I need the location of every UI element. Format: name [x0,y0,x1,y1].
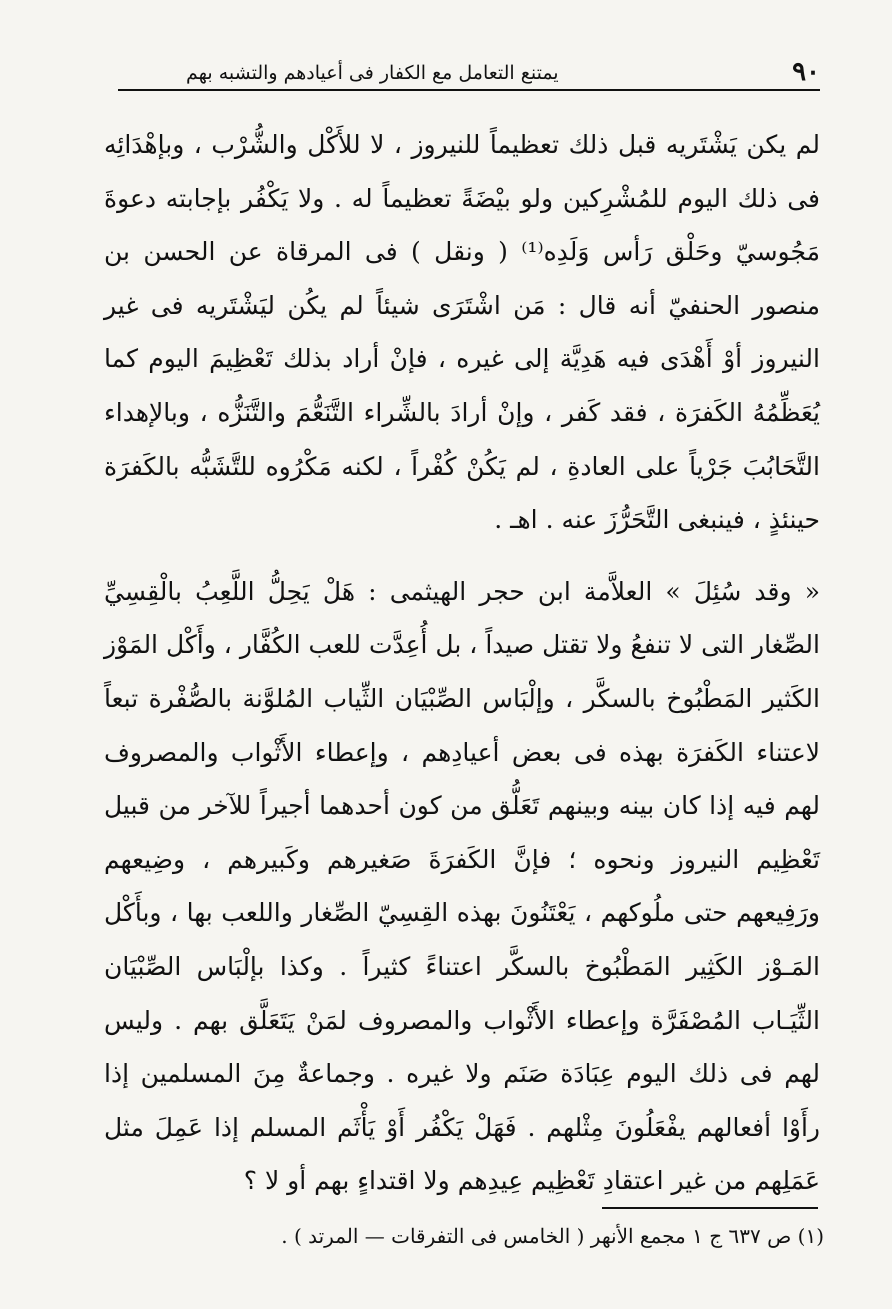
paragraph-2: « وقد سُئِلَ » العلاَّمة ابن حجر الهيثمى : هَلْ يَحِلُّ اللَّعِبُ بالْقِسِيِّ الصِّغار التى لا تنفعُ ولا تقتل صيداً ، بل أُعِدَّت للعب الكُفَّار ، وأَكْل المَوْز الكَثير المَطْبُوخ بالسكَّر ، وإلْبَاس الصِّبْيَان الثِّياب المُلوَّنة بالصُّفْرة تبعاً لاعتناء الكَفرَة بهذه فى بعض أعيادِهم ، وإعطاء الأَثْواب والمصروف لهم فيه إذا كان بينه وبينهم تَعَلُّق من كون أحدهما أجيراً للآخر من قبيل تَعْظِيم النيروز ونحوه ؛ فإنَّ الكَفرَةَ صَغيرهم وكَبيرهم ، وضِيعهم ورَفِيعهم حتى ملُوكهم ، يَعْتَنُونَ بهذه القِسِيّ الصِّغار واللعب بها ، وبأَكْل المَـوْز الكَثِير المَطْبُوخ بالسكَّر اعتناءً كثيراً . وكذا بإلْبَاس الصِّبْيَان الثِّيَـاب المُصْفَرَّة وإعطاء الأَثْواب والمصروف لمَنْ يَتَعَلَّق بهم . وليس لهم فى ذلك اليوم عِبَادَة صَنَم ولا غيره . وجماعةٌ مِنَ المسلمين إذا رأَوْا أفعالهم يفْعَلُونَ مِثْلهم . فَهَلْ يَكْفُر أَوْ يَأْثَم المسلم إذا عَمِلَ مثل عَمَلِهم من غير اعتقادِ تَعْظِيم عِيدِهم ولا اقتداءٍ بهم أو لا ؟ [104,576,821,1196]
page-header [118,55,820,91]
running-title: يمتنع التعامل مع الكفار فى أعيادهم والتشبه بهم [186,62,559,84]
body-text [104,118,820,1208]
footnote: (١) ص ٦٣٧ ج ١ مجمع الأنهر ( الخامس فى التفرقات — المرتد ) . [281,1224,824,1248]
footnote-divider [602,1207,818,1209]
page-number: ٩٠ [792,57,820,87]
paragraph-1: لم يكن يَشْتَريه قبل ذلك تعظيماً للنيروز ، لا للأَكْل والشُّرْب ، وبإهْدَائِه فى ذلك اليوم للمُشْرِكين ولو بيْضَةً تعظيماً له . ولا يَكْفُر بإجابته دعوةَ مَجُوسيّ وحَلْق رَأس وَلَدِه⁽¹⁾ ( ونقل ) فى المرقاة عن الحسن بن منصور الحنفيّ أنه قال : مَن اشْتَرَى شيئاً لم يكُن ليَشْتَريه فى غير النيروز أوْ أَهْدَى فيه هَدِيَّة إلى غيره ، فإنْ أراد بذلك تَعْظِيمَ اليوم كما يُعَظِّمُهُ الكَفرَة ، فقد كَفر ، وإنْ أرادَ بالشِّراء التَّنَعُّمَ والتَّنَزُّه ، وبالإهداء التَّحَابُبَ جَرْياً على العادةِ ، لم يَكُنْ كُفْراً ، لكنه مَكْرُوه للتَّشَبُّه بالكَفرَة حينئذٍ ، فينبغى التَّحَرُّزَ عنه . اهـ . [104,130,820,535]
